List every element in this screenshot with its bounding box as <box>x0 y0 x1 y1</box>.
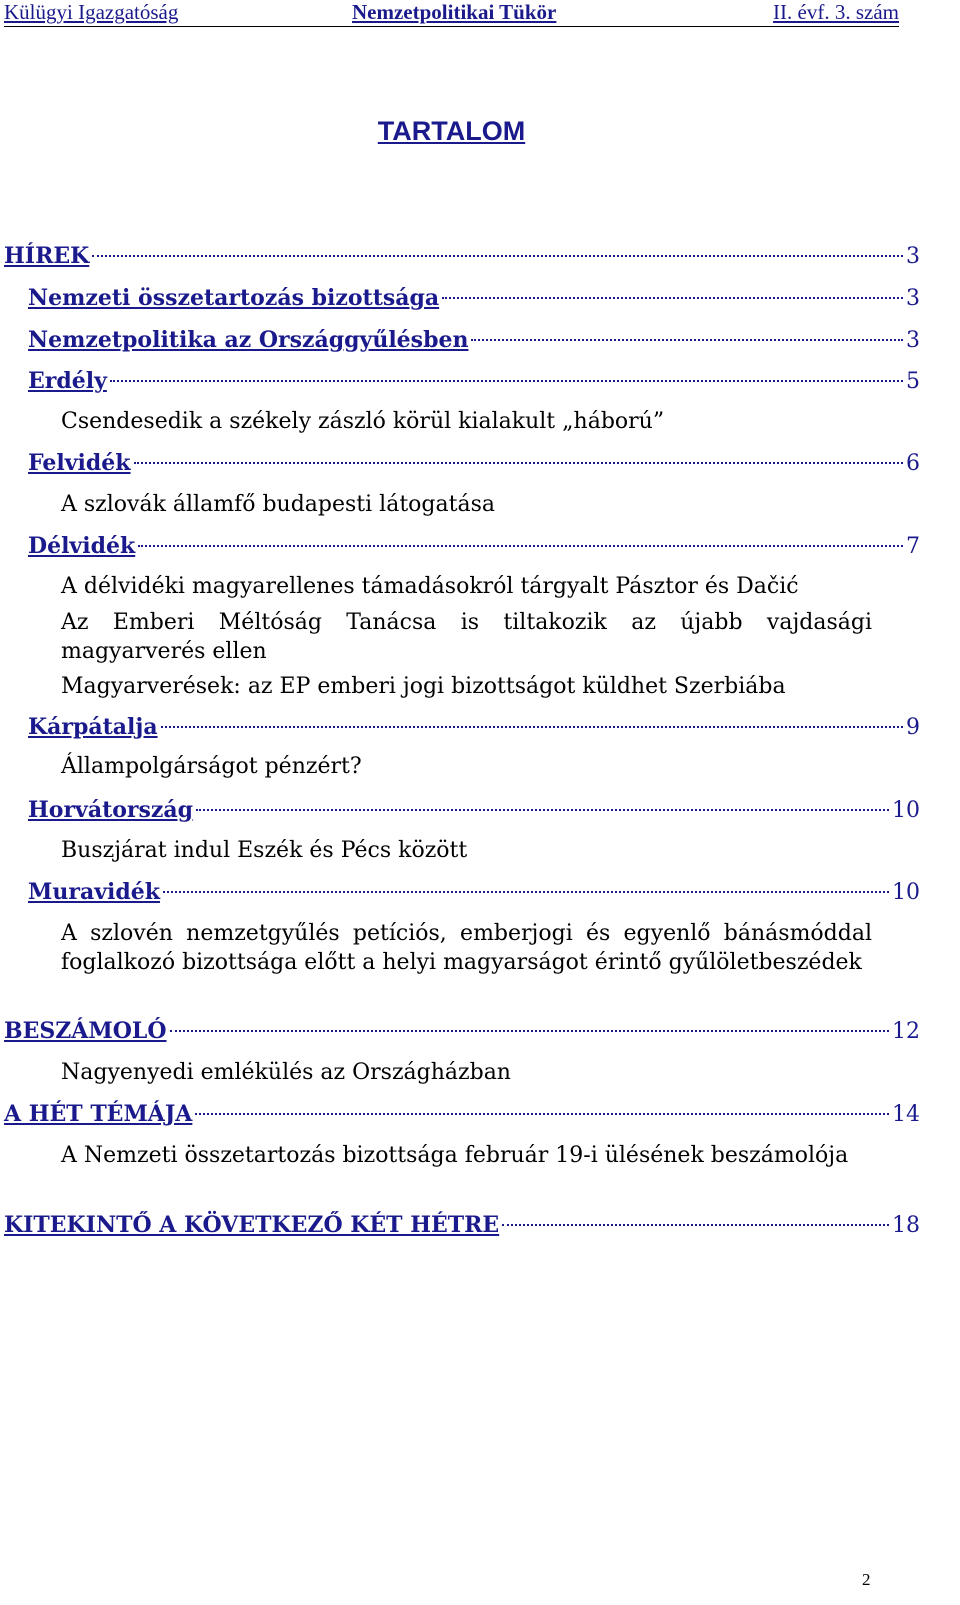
leader-dots <box>502 1224 889 1226</box>
toc-entry[interactable] <box>28 531 920 562</box>
page-number: 2 <box>862 1570 871 1589</box>
toc-entry-page: 3 <box>906 244 920 269</box>
toc-subentry: Magyarverések: az EP emberi jogi bizottságot küldhet Szerbiába <box>61 674 786 699</box>
toc-entry-page: 5 <box>906 369 920 394</box>
toc-entry-label[interactable]: Muravidék <box>28 879 160 905</box>
toc-entry-page: 7 <box>906 534 920 559</box>
toc-entry-label[interactable]: A HÉT TÉMÁJA <box>4 1101 193 1127</box>
toc-entry-label[interactable]: HÍREK <box>4 243 90 269</box>
toc-entry-label[interactable]: Délvidék <box>28 533 136 559</box>
toc-entry-page: 10 <box>892 798 920 823</box>
toc-entry-label[interactable]: Erdély <box>28 368 107 394</box>
leader-dots <box>134 462 903 464</box>
toc-entry-label[interactable]: BESZÁMOLÓ <box>4 1018 167 1044</box>
toc-entry[interactable] <box>4 1210 920 1241</box>
toc-entry[interactable] <box>28 795 920 826</box>
toc-entry[interactable] <box>4 1016 920 1047</box>
toc-subentry: A délvidéki magyarellenes támadásokról tárgyalt Pásztor és Dačić <box>61 574 799 599</box>
toc-entry[interactable] <box>28 712 920 743</box>
toc-entry-page: 9 <box>906 715 920 740</box>
leader-dots <box>161 726 903 728</box>
toc-entry-page: 3 <box>906 286 920 311</box>
leader-dots <box>196 809 889 811</box>
toc-entry-label[interactable]: KITEKINTŐ A KÖVETKEZŐ KÉT HÉTRE <box>4 1212 500 1238</box>
toc-subentry: Buszjárat indul Eszék és Pécs között <box>61 838 468 863</box>
toc-entry[interactable] <box>4 1099 920 1130</box>
toc-entry-label[interactable]: Horvátország <box>28 797 194 823</box>
toc-entry-label[interactable]: Nemzeti összetartozás bizottsága <box>28 285 440 311</box>
toc-entry-page: 6 <box>906 451 920 476</box>
toc-subentry: A szlovák államfő budapesti látogatása <box>61 492 495 517</box>
toc-subentry: A Nemzeti összetartozás bizottsága február 19-i ülésének beszámolója <box>61 1143 849 1168</box>
toc-entry-page: 10 <box>892 880 920 905</box>
toc-subentry: Állampolgárságot pénzért? <box>61 754 362 779</box>
toc-subentry: A szlovén nemzetgyűlés petíciós, emberjogi és egyenlő bánásmóddal foglalkozó bizottsága előtt a helyi magyarságot érintő gyűlöletbeszédek <box>61 921 872 975</box>
toc-subentry: Az Emberi Méltóság Tanácsa is tiltakozik az újabb vajdasági magyarverés ellen <box>61 610 872 664</box>
leader-dots <box>92 255 903 257</box>
toc-entry-page: 12 <box>892 1019 920 1044</box>
toc-entry[interactable] <box>28 448 920 479</box>
leader-dots <box>195 1113 889 1115</box>
toc-entry-page: 3 <box>906 328 920 353</box>
leader-dots <box>110 380 903 382</box>
toc-entry-label[interactable]: Felvidék <box>28 450 131 476</box>
page-title: TARTALOM <box>377 116 526 146</box>
leader-dots <box>163 891 889 893</box>
leader-dots <box>471 339 903 341</box>
toc-entry-label[interactable]: Nemzetpolitika az Országgyűlésben <box>28 327 469 353</box>
toc-subentry: Csendesedik a székely zászló körül kialakult „háború” <box>61 409 665 434</box>
toc-entry[interactable] <box>28 283 920 314</box>
leader-dots <box>138 545 903 547</box>
toc-entry[interactable] <box>4 241 920 272</box>
header-center: Nemzetpolitikai Tükör <box>352 0 557 24</box>
header-right: II. évf. 3. szám <box>773 0 899 24</box>
leader-dots <box>170 1030 889 1032</box>
toc-subentry: Nagyenyedi emlékülés az Országházban <box>61 1060 511 1085</box>
toc-entry[interactable] <box>28 366 920 397</box>
leader-dots <box>442 297 903 299</box>
toc-entry-label[interactable]: Kárpátalja <box>28 714 158 740</box>
toc-entry-page: 14 <box>892 1102 920 1127</box>
toc-entry-page: 18 <box>892 1213 920 1238</box>
header-left: Külügyi Igazgatóság <box>4 0 179 24</box>
toc-entry[interactable] <box>28 325 920 356</box>
toc-entry[interactable] <box>28 877 920 908</box>
